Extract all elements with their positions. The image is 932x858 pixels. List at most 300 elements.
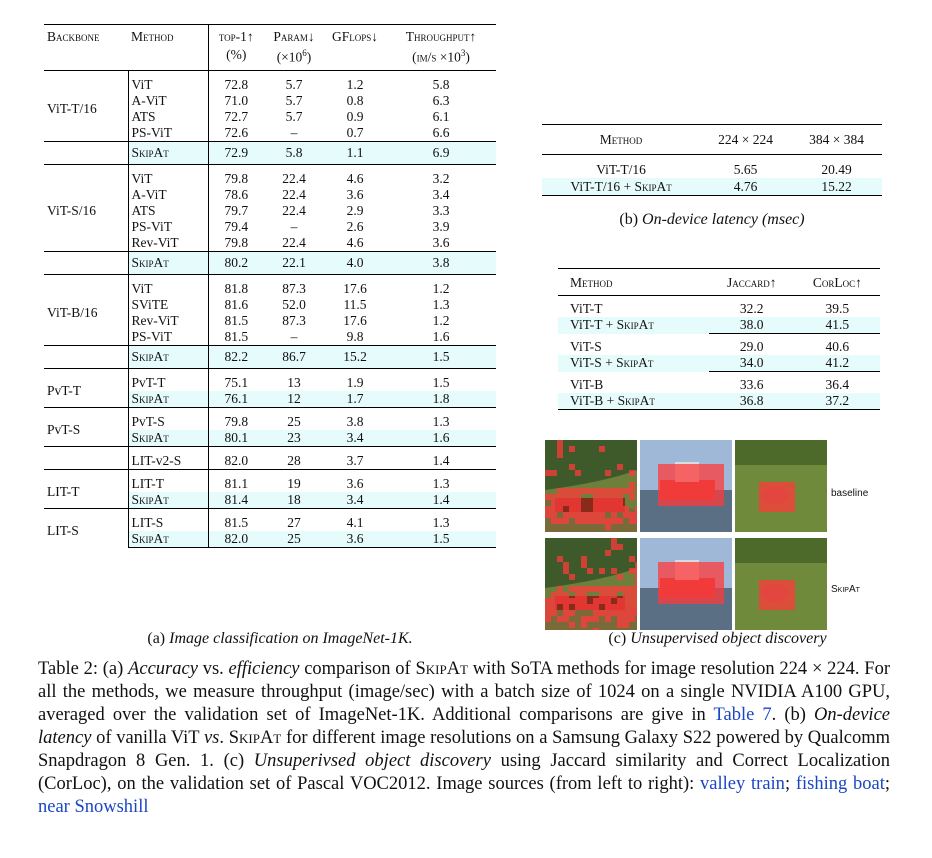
backbone-label: PvT-S bbox=[44, 407, 128, 446]
attention-patch bbox=[759, 592, 765, 598]
attention-patch bbox=[759, 580, 765, 586]
method-cell: PS-ViT bbox=[128, 329, 208, 346]
gflops-cell: 17.6 bbox=[324, 274, 386, 297]
attention-patch bbox=[551, 598, 557, 604]
attention-patch bbox=[593, 488, 599, 494]
attention-patch bbox=[605, 500, 611, 506]
attention-patch bbox=[694, 482, 700, 488]
attention-patch bbox=[557, 506, 563, 512]
param-cell: 5.7 bbox=[285, 76, 303, 92]
attention-patch bbox=[700, 488, 706, 494]
attention-patch bbox=[664, 482, 670, 488]
attention-patch bbox=[694, 562, 700, 568]
attention-patch bbox=[700, 568, 706, 574]
param-cell: 5.8 bbox=[264, 141, 324, 164]
top1-cell: 79.7 bbox=[224, 202, 249, 218]
attention-patch bbox=[658, 500, 664, 506]
attention-patch bbox=[783, 580, 789, 586]
attention-patch bbox=[587, 488, 593, 494]
attention-patch bbox=[771, 500, 777, 506]
attention-patch bbox=[789, 598, 795, 604]
attention-patch bbox=[718, 574, 724, 580]
attention-patch bbox=[587, 518, 593, 524]
param-cell: 27 bbox=[264, 508, 324, 531]
attention-patch bbox=[706, 592, 712, 598]
table-row: ViT-B + SkipAt 36.8 37.2 bbox=[558, 393, 880, 410]
attention-patch bbox=[599, 598, 605, 604]
attention-patch bbox=[706, 494, 712, 500]
link-near-snowshill[interactable]: near Snowshill bbox=[38, 797, 149, 817]
param-cell: – bbox=[290, 328, 298, 344]
gflops-cell: 1.1 bbox=[324, 141, 386, 164]
attention-patch bbox=[664, 592, 670, 598]
attention-patch bbox=[765, 604, 771, 610]
attention-patch bbox=[635, 512, 637, 518]
method-cell: SkipAt bbox=[128, 430, 208, 447]
attention-patch bbox=[593, 610, 599, 616]
attention-patch bbox=[783, 494, 789, 500]
attention-patch bbox=[670, 476, 676, 482]
top1-cell: 71.0 bbox=[224, 92, 249, 108]
attention-patch bbox=[676, 470, 682, 476]
attention-patch bbox=[629, 604, 635, 610]
attention-patch bbox=[557, 452, 563, 458]
attention-patch bbox=[635, 598, 637, 604]
throughput-cell: 1.4 bbox=[386, 446, 496, 469]
attention-patch bbox=[629, 592, 635, 598]
attention-patch bbox=[545, 604, 551, 610]
gflops-cell: 3.4 bbox=[346, 491, 364, 507]
attention-patch bbox=[551, 512, 557, 518]
attention-patch bbox=[593, 518, 599, 524]
attention-patch bbox=[694, 464, 700, 470]
attention-patch bbox=[771, 580, 777, 586]
attention-patch bbox=[581, 592, 587, 598]
attention-patch bbox=[545, 494, 551, 500]
attention-patch bbox=[759, 494, 765, 500]
attention-patch bbox=[557, 616, 563, 622]
attention-patch bbox=[605, 604, 611, 610]
param-cell: 22.4 bbox=[282, 186, 306, 202]
throughput-cell: 1.5 bbox=[386, 368, 496, 391]
gflops-cell: 4.1 bbox=[324, 508, 386, 531]
table-row bbox=[44, 274, 496, 297]
link-fishing-boat[interactable]: fishing boat bbox=[795, 774, 885, 794]
attention-patch bbox=[623, 512, 629, 518]
attention-patch bbox=[617, 574, 623, 580]
attention-patch bbox=[593, 500, 599, 506]
throughput-cell: 3.9 bbox=[432, 218, 450, 234]
attention-patch bbox=[694, 476, 700, 482]
attention-patch bbox=[789, 500, 795, 506]
method-cell: LIT-T bbox=[128, 469, 208, 492]
attention-patch bbox=[575, 518, 581, 524]
attention-patch bbox=[611, 506, 617, 512]
attention-patch bbox=[664, 598, 670, 604]
param-cell: 13 bbox=[264, 368, 324, 391]
gflops-cell: 4.0 bbox=[324, 251, 386, 274]
attention-patch bbox=[706, 598, 712, 604]
attention-patch bbox=[676, 494, 682, 500]
attention-patch bbox=[569, 464, 575, 470]
gflops-cell: 1.7 bbox=[346, 390, 364, 406]
attention-patch bbox=[629, 494, 635, 500]
attention-patch bbox=[617, 488, 623, 494]
attention-patch bbox=[765, 482, 771, 488]
attention-patch bbox=[605, 616, 611, 622]
image-snowshill-skipat bbox=[735, 538, 827, 630]
attention-patch bbox=[551, 610, 557, 616]
throughput-cell: 1.6 bbox=[432, 328, 450, 344]
attention-patch bbox=[575, 512, 581, 518]
attention-patch bbox=[629, 610, 635, 616]
header-c-corloc: CorLoc↑ bbox=[795, 269, 880, 296]
attention-patch bbox=[718, 562, 724, 568]
attention-patch bbox=[599, 592, 605, 598]
row-label-baseline: baseline bbox=[831, 488, 869, 499]
top1-cell: 78.6 bbox=[224, 186, 249, 202]
header-b-224: 224 × 224 bbox=[700, 125, 791, 155]
attention-patch bbox=[605, 488, 611, 494]
attention-patch bbox=[581, 586, 587, 592]
attention-patch bbox=[700, 580, 706, 586]
attention-patch bbox=[569, 500, 575, 506]
gflops-cell: 3.4 bbox=[346, 429, 364, 445]
attention-patch bbox=[545, 512, 551, 518]
attention-patch bbox=[617, 604, 623, 610]
attention-patch bbox=[611, 544, 617, 550]
header-b-384: 384 × 384 bbox=[791, 125, 882, 155]
attention-patch bbox=[718, 488, 724, 494]
gflops-cell: 4.6 bbox=[324, 164, 386, 187]
attention-patch bbox=[676, 586, 682, 592]
attention-patch bbox=[682, 580, 688, 586]
gflops-cell: 3.6 bbox=[324, 469, 386, 492]
throughput-cell: 1.3 bbox=[386, 469, 496, 492]
table-object-discovery bbox=[558, 268, 880, 410]
top1-cell: 81.5 bbox=[224, 328, 249, 344]
method-cell: ViT bbox=[128, 164, 208, 187]
method-cell: ATS bbox=[128, 109, 208, 125]
top1-cell: 72.9 bbox=[208, 141, 264, 164]
attention-patch bbox=[605, 518, 611, 524]
top1-cell: 72.8 bbox=[224, 76, 249, 92]
param-cell: 25 bbox=[264, 531, 324, 548]
attention-patch bbox=[658, 464, 664, 470]
attention-patch bbox=[569, 512, 575, 518]
attention-patch bbox=[557, 586, 563, 592]
attention-patch bbox=[563, 616, 569, 622]
attention-patch bbox=[759, 500, 765, 506]
attention-patch bbox=[599, 446, 605, 452]
method-cell: Rev-ViT bbox=[128, 235, 208, 252]
attention-patch bbox=[605, 598, 611, 604]
throughput-cell: 3.4 bbox=[432, 186, 450, 202]
attention-patch bbox=[670, 574, 676, 580]
attention-patch bbox=[700, 592, 706, 598]
gflops-cell: 17.6 bbox=[343, 312, 367, 328]
attention-patch bbox=[670, 568, 676, 574]
top1-cell: 72.6 bbox=[224, 124, 249, 140]
attention-patch bbox=[682, 494, 688, 500]
attention-patch bbox=[712, 482, 718, 488]
attention-patch bbox=[700, 574, 706, 580]
header-throughput: Throughput↑ bbox=[386, 25, 496, 46]
attention-patch bbox=[575, 488, 581, 494]
attention-patch bbox=[581, 562, 587, 568]
header-throughput-unit: $(im/s \times 10^3)$ bbox=[386, 45, 496, 70]
attention-patch bbox=[623, 592, 629, 598]
attention-patch bbox=[712, 598, 718, 604]
attention-patch bbox=[789, 482, 795, 488]
attention-patch bbox=[706, 470, 712, 476]
method-cell: PS-ViT bbox=[128, 219, 208, 235]
attention-patch bbox=[611, 512, 617, 518]
gflops-cell: 0.7 bbox=[346, 124, 364, 140]
attention-patch bbox=[611, 518, 617, 524]
attention-patch bbox=[581, 488, 587, 494]
attention-patch bbox=[551, 604, 557, 610]
attention-patch bbox=[771, 488, 777, 494]
attention-patch bbox=[629, 556, 635, 562]
attention-patch bbox=[557, 518, 563, 524]
attention-patch bbox=[635, 568, 637, 574]
attention-patch bbox=[575, 598, 581, 604]
param-cell: – bbox=[290, 218, 298, 234]
throughput-cell: 1.3 bbox=[386, 407, 496, 430]
attention-patch bbox=[688, 562, 694, 568]
attention-patch bbox=[682, 464, 688, 470]
attention-patch bbox=[611, 604, 617, 610]
attention-patch bbox=[581, 598, 587, 604]
caption-b: (b) On-device latency (msec) bbox=[619, 211, 805, 228]
attention-patch bbox=[569, 488, 575, 494]
attention-patch bbox=[629, 488, 635, 494]
link-valley-train[interactable]: valley train bbox=[700, 774, 785, 794]
attention-patch bbox=[700, 494, 706, 500]
attention-patch bbox=[771, 494, 777, 500]
method-cell: PvT-S bbox=[128, 407, 208, 430]
top1-cell: 81.8 bbox=[208, 274, 264, 297]
attention-patch bbox=[623, 622, 629, 628]
param-cell: 19 bbox=[264, 469, 324, 492]
attention-patch bbox=[605, 494, 611, 500]
header-gflops: GFlops↓ bbox=[324, 25, 386, 46]
backbone-label bbox=[44, 446, 128, 469]
attention-patch bbox=[629, 470, 635, 476]
attention-patch bbox=[664, 574, 670, 580]
header-top1: top-1↑ bbox=[208, 25, 264, 46]
attention-patch bbox=[617, 598, 623, 604]
backbone-label: ViT-T/16 bbox=[44, 70, 128, 141]
attention-patch bbox=[664, 500, 670, 506]
method-cell: A-ViT bbox=[128, 93, 208, 109]
attention-patch bbox=[617, 544, 623, 550]
top1-cell: 75.1 bbox=[208, 368, 264, 391]
backbone-label: LIT-T bbox=[44, 469, 128, 508]
attention-patch bbox=[718, 592, 724, 598]
attention-patch bbox=[563, 512, 569, 518]
attention-patch bbox=[670, 464, 676, 470]
attention-patch bbox=[664, 562, 670, 568]
attention-patch bbox=[569, 506, 575, 512]
param-cell: 22.4 bbox=[282, 234, 306, 250]
attention-patch bbox=[789, 586, 795, 592]
table-on-device-latency bbox=[542, 124, 882, 196]
header-c-method: Method bbox=[558, 269, 709, 296]
attention-patch bbox=[771, 506, 777, 512]
attention-patch bbox=[765, 488, 771, 494]
method-cell: Rev-ViT bbox=[128, 313, 208, 329]
attention-patch bbox=[605, 610, 611, 616]
attention-patch bbox=[658, 470, 664, 476]
attention-patch bbox=[783, 488, 789, 494]
throughput-cell: 3.2 bbox=[386, 164, 496, 187]
attention-patch bbox=[563, 518, 569, 524]
top1-cell: 79.8 bbox=[208, 407, 264, 430]
attention-patch bbox=[688, 592, 694, 598]
top1-cell: 79.4 bbox=[224, 218, 249, 234]
gflops-cell: 0.8 bbox=[346, 92, 364, 108]
attention-patch bbox=[783, 586, 789, 592]
attention-patch bbox=[545, 610, 551, 616]
attention-patch bbox=[629, 586, 635, 592]
attention-patch bbox=[777, 494, 783, 500]
param-cell: 25 bbox=[264, 407, 324, 430]
attention-patch bbox=[629, 518, 635, 524]
table-row: ViT-B 33.6 36.4 bbox=[558, 372, 880, 394]
backbone-spacer bbox=[44, 141, 128, 164]
attention-patch bbox=[658, 476, 664, 482]
attention-patch bbox=[771, 592, 777, 598]
attention-patch bbox=[694, 568, 700, 574]
attention-patch bbox=[694, 580, 700, 586]
attention-patch bbox=[771, 482, 777, 488]
attention-patch bbox=[712, 586, 718, 592]
top1-cell: 82.0 bbox=[208, 446, 264, 469]
top1-cell: 81.6 bbox=[224, 296, 249, 312]
attention-patch bbox=[658, 586, 664, 592]
attention-patch bbox=[581, 518, 587, 524]
attention-patch bbox=[718, 464, 724, 470]
throughput-cell: 3.8 bbox=[386, 251, 496, 274]
attention-patch bbox=[759, 488, 765, 494]
gflops-cell: 15.2 bbox=[324, 345, 386, 368]
attention-patch bbox=[635, 610, 637, 616]
attention-patch bbox=[712, 476, 718, 482]
attention-patch bbox=[718, 568, 724, 574]
method-cell: SkipAt bbox=[128, 492, 208, 509]
attention-patch bbox=[777, 500, 783, 506]
attention-patch bbox=[593, 586, 599, 592]
attention-patch bbox=[629, 616, 635, 622]
attention-patch bbox=[759, 586, 765, 592]
attention-patch bbox=[664, 464, 670, 470]
attention-patch bbox=[611, 500, 617, 506]
throughput-cell: 3.6 bbox=[432, 234, 450, 250]
attention-patch bbox=[611, 568, 617, 574]
table-row bbox=[44, 345, 496, 368]
attention-patch bbox=[682, 592, 688, 598]
throughput-cell: 1.3 bbox=[432, 296, 450, 312]
throughput-cell: 6.6 bbox=[432, 124, 450, 140]
table-row bbox=[44, 141, 496, 164]
attention-patch bbox=[635, 562, 637, 568]
param-cell: 52.0 bbox=[282, 296, 306, 312]
attention-patch bbox=[682, 476, 688, 482]
attention-patch bbox=[682, 482, 688, 488]
attention-patch bbox=[670, 500, 676, 506]
attention-patch bbox=[682, 500, 688, 506]
attention-patch bbox=[771, 604, 777, 610]
attention-patch bbox=[623, 610, 629, 616]
attention-patch bbox=[700, 482, 706, 488]
throughput-cell: 6.9 bbox=[386, 141, 496, 164]
attention-patch bbox=[563, 488, 569, 494]
table-row bbox=[44, 446, 496, 469]
gflops-cell: 1.2 bbox=[346, 76, 364, 92]
row-label-skipat: SkipAt bbox=[831, 584, 860, 595]
backbone-label: ViT-B/16 bbox=[44, 274, 128, 345]
attention-patch bbox=[682, 568, 688, 574]
attention-patch bbox=[557, 500, 563, 506]
attention-patch bbox=[694, 470, 700, 476]
attention-patch bbox=[694, 598, 700, 604]
attention-patch bbox=[676, 574, 682, 580]
gflops-cell: 2.9 bbox=[346, 202, 364, 218]
attention-patch bbox=[682, 586, 688, 592]
table-row bbox=[44, 469, 496, 492]
attention-patch bbox=[551, 494, 557, 500]
attention-patch bbox=[676, 598, 682, 604]
attention-patch bbox=[581, 616, 587, 622]
attention-patch bbox=[718, 482, 724, 488]
image-valley-train-skipat bbox=[545, 538, 637, 630]
attention-patch bbox=[569, 622, 575, 628]
attention-patch bbox=[676, 568, 682, 574]
attention-patch bbox=[587, 616, 593, 622]
attention-patch bbox=[617, 494, 623, 500]
attention-patch bbox=[563, 598, 569, 604]
attention-patch bbox=[658, 494, 664, 500]
attention-patch bbox=[670, 598, 676, 604]
attention-patch bbox=[670, 592, 676, 598]
attention-patch bbox=[688, 494, 694, 500]
attention-patch bbox=[676, 562, 682, 568]
table-row bbox=[44, 70, 496, 93]
attention-patch bbox=[581, 556, 587, 562]
attention-patch bbox=[783, 506, 789, 512]
link-table-7[interactable]: Table 7 bbox=[713, 705, 772, 725]
attention-patch bbox=[676, 482, 682, 488]
attention-patch bbox=[789, 592, 795, 598]
attention-patch bbox=[569, 574, 575, 580]
attention-patch bbox=[611, 488, 617, 494]
attention-patch bbox=[551, 592, 557, 598]
attention-patch bbox=[605, 470, 611, 476]
table-caption: Table 2: (a) Accuracy vs. efficiency comparison of SkipAt with SoTA methods for image resolution 224 × 224. For all the methods, we measure throughput (image/sec) with a batch size of 1024 on a single NVIDIA A100 GPU, averaged over the validation set of ImageNet-1K. Additional comparisons are give in Table 7. (b) On-device latency of vanilla ViT vs. SkipAt for different image resolutions on a Samsung Galaxy S22 powered by Qualcomm Snapdragon 8 Gen. 1. (c) Unsuperivsed object discovery using Jaccard similarity and Correct Localization (CorLoc), on the validation set of Pascal VOC2012. Image sources (from left to right): valley train; fishing boat; near Snowshill bbox=[38, 659, 891, 817]
method-cell: SViTE bbox=[128, 297, 208, 313]
attention-patch bbox=[581, 604, 587, 610]
attention-patch bbox=[635, 580, 637, 586]
attention-patch bbox=[593, 604, 599, 610]
throughput-cell: 1.5 bbox=[386, 531, 496, 548]
gflops-cell: 11.5 bbox=[343, 296, 367, 312]
attention-patch bbox=[575, 470, 581, 476]
attention-patch bbox=[759, 482, 765, 488]
method-cell: LIT-S bbox=[128, 508, 208, 531]
attention-patch bbox=[688, 482, 694, 488]
